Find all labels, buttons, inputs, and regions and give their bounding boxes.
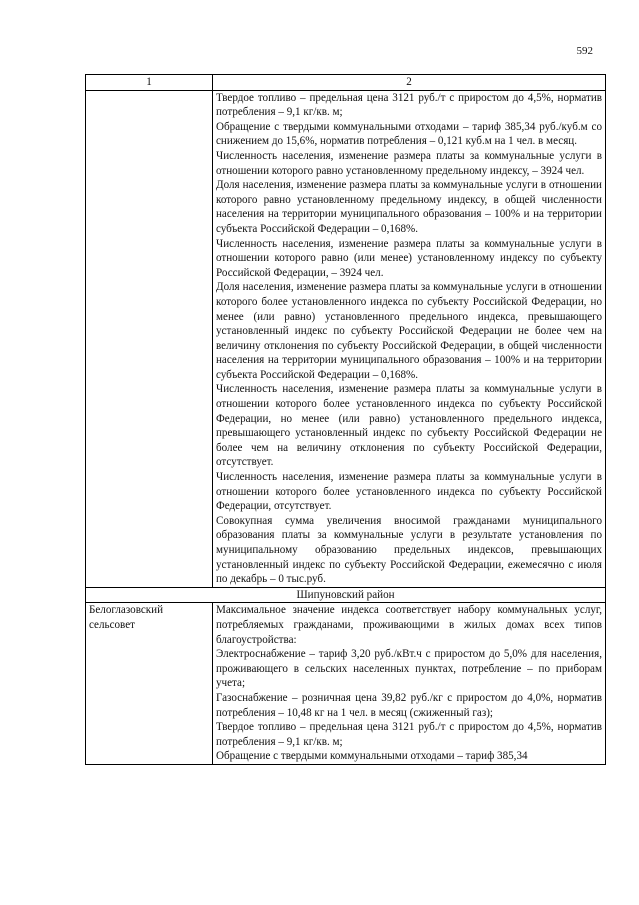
paragraph: Обращение с твердыми коммунальными отходами – тариф 385,34 (216, 750, 528, 763)
paragraph: Электроснабжение – тариф 3,20 руб./кВт.ч с приростом до 5,0% для населения, проживающего в сельских населенных пунктах, потребление – по приборам учета; (216, 648, 602, 690)
section-title: Шипуновский район (86, 587, 606, 603)
indicators-cell (213, 90, 606, 587)
paragraph: Доля населения, изменение размера платы за коммунальные услуги в отношении которого более установленного индекса по субъекту Российской Федерации, но менее (или равно) установленного предельного индекса, превышающего установленный индекс по субъекту Российской Федерации не более чем на величину отклонения по субъекту Российской Федерации, в общей численности населения на территории муниципального образования – 100% и на территории субъекта Российской Федерации – 0,168%. (216, 281, 602, 381)
municipality-name: Белоглазовский сельсовет (86, 603, 213, 765)
section-row (86, 587, 606, 603)
paragraph: Доля населения, изменение размера платы за коммунальные услуги в отношении которого равно установленному предельному индексу, в общей численности населения на территории муниципального образования – 100% и на территории субъекта Российской Федерации – 0,168%. (216, 179, 602, 235)
paragraph: Численность населения, изменение размера платы за коммунальные услуги в отношении которого равно установленному предельному индексу, – 3924 чел. (216, 149, 602, 177)
page-number: 592 (576, 45, 593, 57)
paragraph: Численность населения, изменение размера платы за коммунальные услуги в отношении которого более установленного индекса по субъекту Российской Федерации, но менее (или равно) установленного предельного индекса, превышающего установленный индекс по субъекту Российской Федерации не более чем на величину отклонения по субъекту Российской Федерации, отсутствует. (216, 383, 602, 469)
table-header-row (86, 75, 606, 91)
paragraph: Численность населения, изменение размера платы за коммунальные услуги в отношении которого более установленного индекса по субъекту Российской Федерации, отсутствует. (216, 471, 602, 513)
municipality-cell-empty (86, 90, 213, 587)
paragraph: Совокупная сумма увеличения вносимой гражданами муниципального образования платы за коммунальные услуги в результате установления по муниципальному образованию предельных индексов, превышающих установленный индекс по субъекту Российской Федерации, ежемесячно с июля по декабрь – 0 тыс.руб. (216, 514, 602, 586)
paragraph: Обращение с твердыми коммунальными отходами – тариф 385,34 руб./куб.м со снижением до 15,6%, норматив потребления – 0,121 куб.м на 1 чел. в месяц. (216, 120, 602, 148)
table-row (86, 90, 606, 587)
header-col-2: 2 (213, 75, 606, 91)
paragraph: Твердое топливо – предельная цена 3121 руб./т с приростом до 4,5%, норматив потребления – 9,1 кг/кв. м; (216, 91, 602, 119)
paragraph: Максимальное значение индекса соответствует набору коммунальных услуг, потребляемых гражданами, проживающими в жилых домах всех типов благоустройства: (216, 604, 602, 646)
header-col-1: 1 (86, 75, 213, 91)
table-row (86, 603, 606, 765)
paragraph: Газоснабжение – розничная цена 39,82 руб./кг с приростом до 4,0%, норматив потребления – 10,48 кг на 1 чел. в месяц (сжиженный газ); (216, 691, 602, 719)
paragraph: Твердое топливо – предельная цена 3121 руб./т с приростом до 4,5%, норматив потребления – 9,1 кг/кв. м; (216, 721, 602, 748)
indicators-cell (213, 603, 606, 765)
paragraph: Численность населения, изменение размера платы за коммунальные услуги в отношении которого равно (или менее) установленному индексу по субъекту Российской Федерации, – 3924 чел. (216, 237, 602, 279)
tariff-table (85, 74, 606, 765)
